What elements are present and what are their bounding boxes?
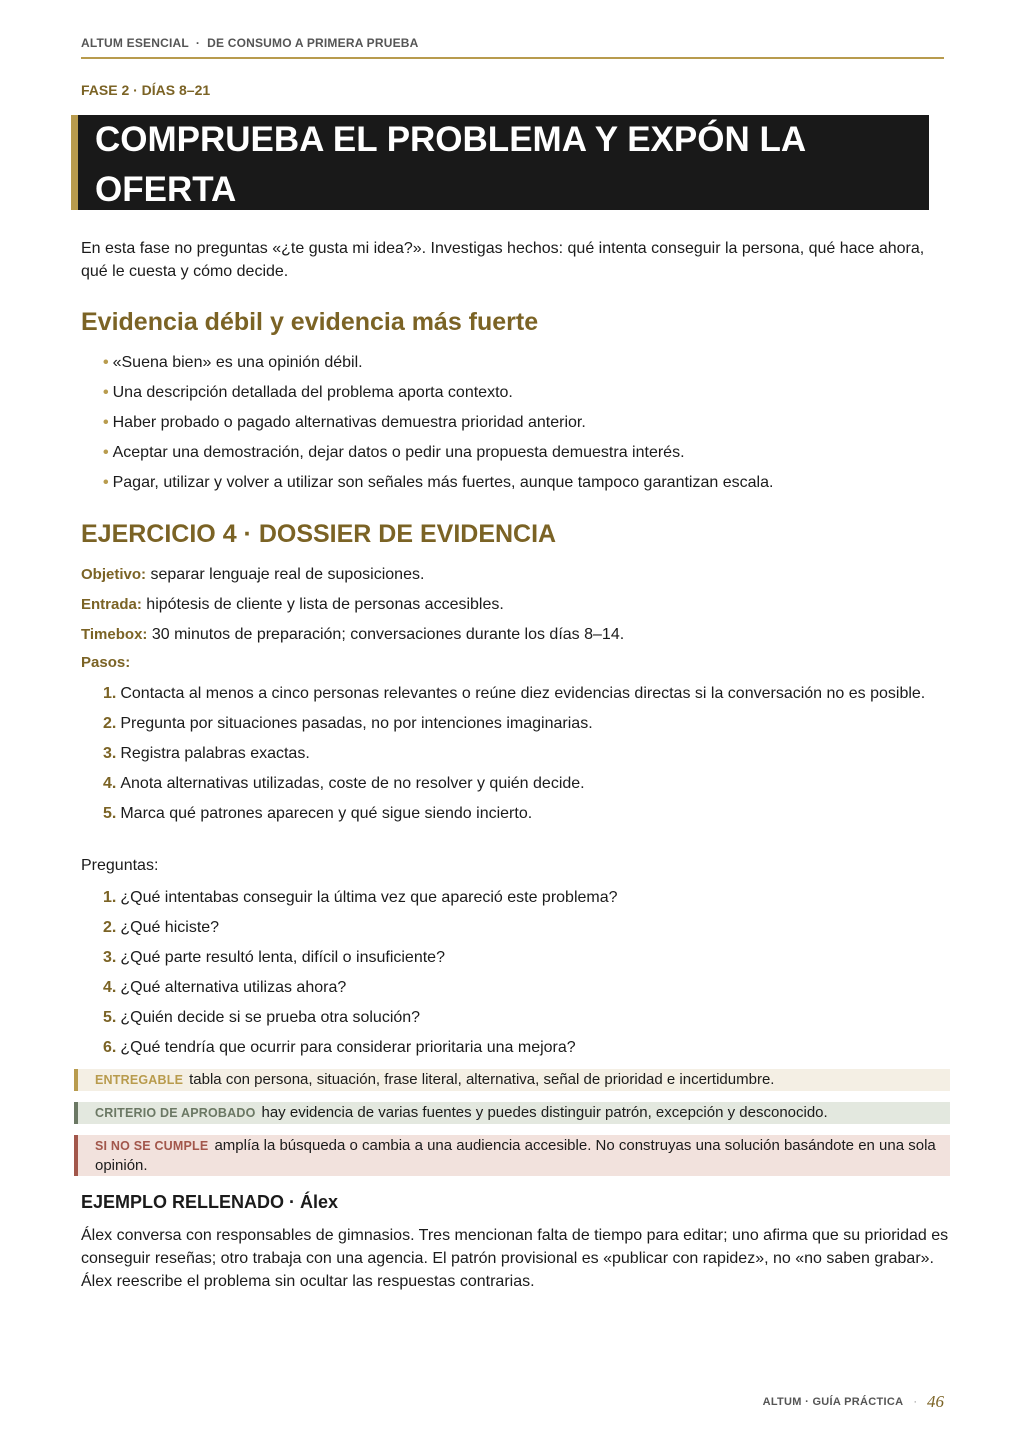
steps-label: Pasos: xyxy=(81,654,131,671)
question-text: ¿Qué parte resultó lenta, difícil o insuficiente? xyxy=(120,949,445,966)
question-item xyxy=(103,916,943,946)
question-item xyxy=(103,886,943,916)
list-item xyxy=(103,472,773,502)
fallback-callout xyxy=(74,1135,950,1176)
list-item xyxy=(103,442,773,472)
page-title: COMPRUEBA EL PROBLEMA Y EXPÓN LA OFERTA xyxy=(95,120,805,209)
step-number: 1. xyxy=(103,685,117,702)
bullet-icon: • xyxy=(103,474,109,491)
question-number: 4. xyxy=(103,979,117,996)
criterion-callout xyxy=(74,1102,950,1124)
question-number: 3. xyxy=(103,949,117,966)
list-item xyxy=(103,352,773,382)
question-item xyxy=(103,1006,943,1036)
footer-label: ALTUM · GUÍA PRÁCTICA xyxy=(762,1396,904,1408)
step-number: 5. xyxy=(103,805,117,822)
questions-list xyxy=(103,886,943,1066)
question-text: ¿Qué alternativa utilizas ahora? xyxy=(120,979,347,996)
deliverable-tag: ENTREGABLE xyxy=(95,1073,184,1087)
step-number: 4. xyxy=(103,775,117,792)
list-item-text: Una descripción detallada del problema aporta contexto. xyxy=(112,384,513,401)
input-label: Entrada: xyxy=(81,596,142,613)
step-item xyxy=(103,712,943,735)
fallback-tag: SI NO SE CUMPLE xyxy=(95,1139,209,1153)
steps-list xyxy=(103,682,943,832)
step-text: Contacta al menos a cinco personas relevantes o reúne diez evidencias directas si la conversación no es posible. xyxy=(120,685,926,702)
list-item-text: Pagar, utilizar y volver a utilizar son señales más fuertes, aunque tampoco garantizan escala. xyxy=(112,474,774,491)
intro-paragraph: En esta fase no preguntas «¿te gusta mi idea?». Investigas hechos: qué intenta conseguir la persona, qué hace ahora, qué le cuesta y cómo decide. xyxy=(81,240,925,280)
question-text: ¿Qué tendría que ocurrir para considerar prioritaria una mejora? xyxy=(120,1039,576,1056)
title-accent-bar xyxy=(71,115,78,210)
step-text: Pregunta por situaciones pasadas, no por intenciones imaginarias. xyxy=(120,715,593,732)
objective-text: separar lenguaje real de suposiciones. xyxy=(150,566,425,583)
header-rule xyxy=(81,57,944,59)
phase-label: FASE 2 · DÍAS 8–21 xyxy=(81,82,211,98)
bullet-icon: • xyxy=(103,414,109,431)
evidence-list xyxy=(103,352,773,502)
evidence-heading: Evidencia débil y evidencia más fuerte xyxy=(81,308,539,336)
timebox-line xyxy=(81,624,624,646)
question-text: ¿Quién decide si se prueba otra solución? xyxy=(120,1009,421,1026)
example-body: Álex conversa con responsables de gimnasios. Tres mencionan falta de tiempo para editar; uno afirma que su prioridad es conseguir reseñas; otro trabaja con una agencia. El patrón provisional es «publicar con rapidez», no «no saben grabar». Álex reescribe el problema sin ocultar las respuestas contrarias. xyxy=(81,1227,949,1290)
step-number: 3. xyxy=(103,745,117,762)
step-item xyxy=(103,772,943,795)
list-item xyxy=(103,412,773,442)
step-number: 2. xyxy=(103,715,117,732)
question-number: 2. xyxy=(103,919,117,936)
running-header-separator: · xyxy=(195,36,201,50)
input-line xyxy=(81,594,504,616)
example-title: EJEMPLO RELLENADO · Álex xyxy=(81,1192,339,1212)
list-item-text: «Suena bien» es una opinión débil. xyxy=(112,354,363,371)
bullet-icon: • xyxy=(103,444,109,461)
step-text: Anota alternativas utilizadas, coste de no resolver y quién decide. xyxy=(120,775,585,792)
list-item xyxy=(103,382,773,412)
question-number: 5. xyxy=(103,1009,117,1026)
step-item xyxy=(103,742,943,765)
timebox-label: Timebox: xyxy=(81,626,148,643)
page-footer xyxy=(763,1392,944,1412)
question-item xyxy=(103,946,943,976)
objective-label: Objetivo: xyxy=(81,566,147,583)
footer-separator: · xyxy=(913,1396,917,1408)
list-item-text: Haber probado o pagado alternativas demuestra prioridad anterior. xyxy=(112,414,586,431)
question-text: ¿Qué intentabas conseguir la última vez que apareció este problema? xyxy=(120,889,618,906)
step-text: Marca qué patrones aparecen y qué sigue siendo incierto. xyxy=(120,805,533,822)
question-text: ¿Qué hiciste? xyxy=(120,919,220,936)
deliverable-text: tabla con persona, situación, frase literal, alternativa, señal de prioridad e incertidumbre. xyxy=(189,1071,775,1088)
running-header-right: DE CONSUMO A PRIMERA PRUEBA xyxy=(207,36,419,50)
question-number: 1. xyxy=(103,889,117,906)
question-item xyxy=(103,976,943,1006)
timebox-text: 30 minutos de preparación; conversaciones durante los días 8–14. xyxy=(151,626,625,643)
step-text: Registra palabras exactas. xyxy=(120,745,310,762)
criterion-tag: CRITERIO DE APROBADO xyxy=(95,1106,256,1120)
question-number: 6. xyxy=(103,1039,117,1056)
bullet-icon: • xyxy=(103,354,109,371)
list-item-text: Aceptar una demostración, dejar datos o pedir una propuesta demuestra interés. xyxy=(112,444,685,461)
step-item xyxy=(103,682,943,705)
exercise-heading: EJERCICIO 4 · DOSSIER DE EVIDENCIA xyxy=(81,520,557,548)
input-text: hipótesis de cliente y lista de personas accesibles. xyxy=(146,596,504,613)
page-number: 46 xyxy=(927,1392,944,1411)
running-header-left: ALTUM ESENCIAL xyxy=(81,36,189,50)
fallback-text: amplía la búsqueda o cambia a una audiencia accesible. No construyas una solución basándote en una sola opinión. xyxy=(95,1137,936,1174)
running-header xyxy=(81,36,944,50)
title-banner xyxy=(71,115,929,210)
question-item xyxy=(103,1036,943,1066)
objective-line xyxy=(81,564,424,586)
criterion-text: hay evidencia de varias fuentes y puedes distinguir patrón, excepción y desconocido. xyxy=(261,1104,828,1121)
deliverable-callout xyxy=(74,1069,950,1091)
step-item xyxy=(103,802,943,825)
questions-label: Preguntas: xyxy=(81,857,159,874)
bullet-icon: • xyxy=(103,384,109,401)
